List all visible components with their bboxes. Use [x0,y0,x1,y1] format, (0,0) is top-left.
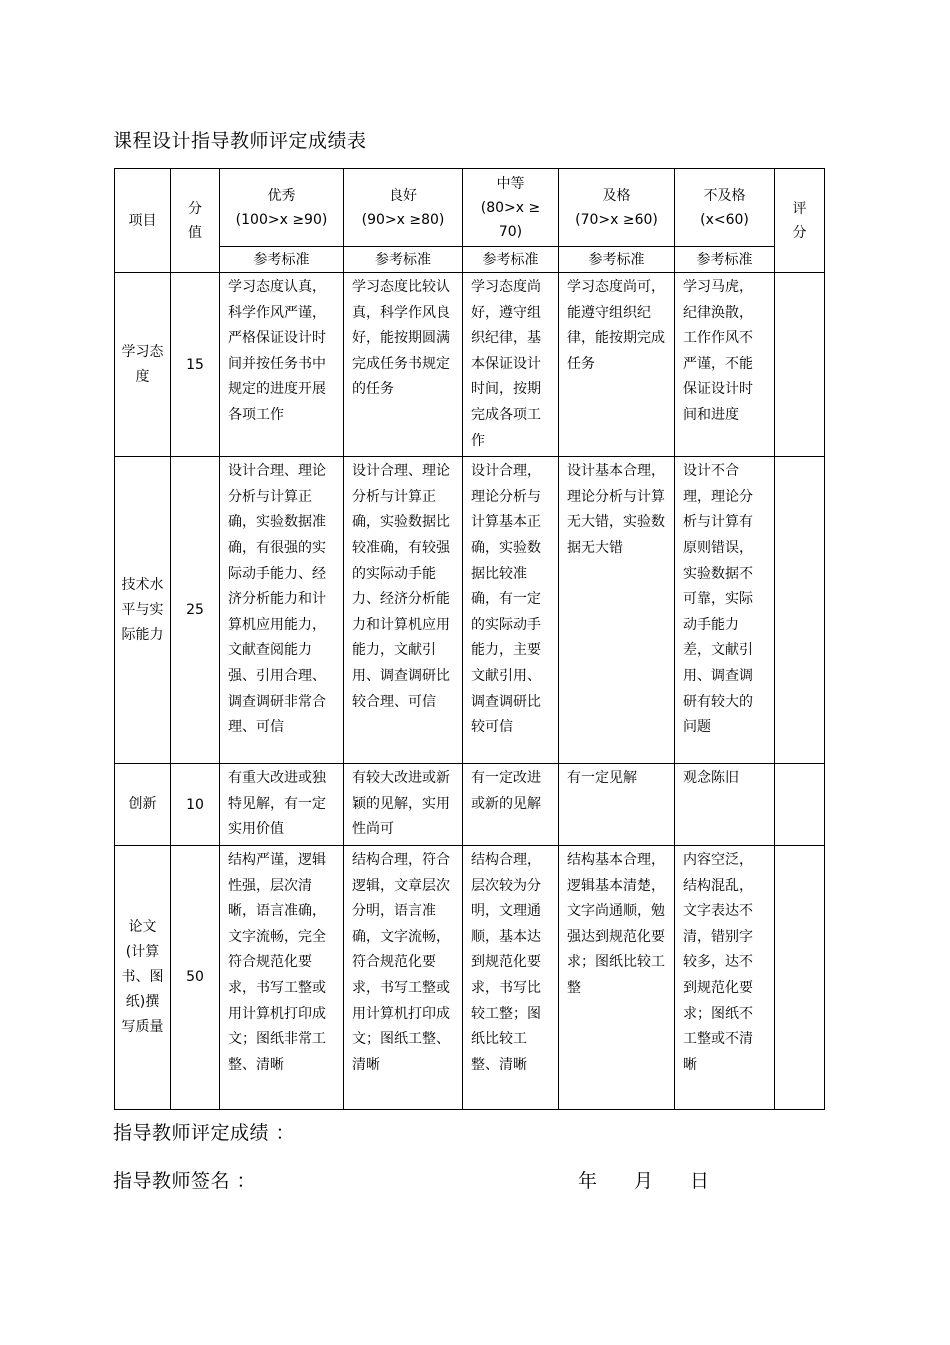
row-score: 50 [171,845,220,1109]
row-item: 学习态度 [115,273,171,457]
rating-cell [775,273,825,457]
table-row [115,764,825,846]
criteria-label: 参考标准 [675,247,775,273]
criteria-cell: 设计不合理，理论分析与计算有原则错误，实验数据不可靠，实际动手能力差，文献引用、调查调研有较大的问题 [675,457,775,764]
criteria-cell: 有重大改进或独特见解，有一定实用价值 [220,764,344,846]
rating-cell [775,845,825,1109]
row-score: 25 [171,457,220,764]
header-level-fail: 不及格 (x<60) [675,169,775,247]
criteria-cell: 设计合理、理论分析与计算正确，实验数据比较准确，有较强的实际动手能力、经济分析能力和计算机应用能力，文献引用、调查调研比较合理、可信 [344,457,463,764]
rating-cell [775,764,825,846]
row-score: 15 [171,273,220,457]
header-row [115,169,825,247]
header-level-excellent: 优秀 (100>x ≥90) [220,169,344,247]
header-item: 项目 [115,169,171,273]
criteria-cell: 观念陈旧 [675,764,775,846]
signature-label: 指导教师签名 ： [113,1170,257,1192]
criteria-cell: 有一定见解 [559,764,675,846]
header-level-pass: 及格 (70>x ≥60) [559,169,675,247]
criteria-label: 参考标准 [344,247,463,273]
header-level-good: 良好 (90>x ≥80) [344,169,463,247]
criteria-cell: 设计合理、理论分析与计算正确，实验数据准确，有很强的实际动手能力、经济分析能力和计算机应用能力，文献查阅能力强、引用合理、调查调研非常合理、可信 [220,457,344,764]
page-title: 课程设计指导教师评定成绩表 [113,130,367,152]
criteria-cell: 结构基本合理，逻辑基本清楚，文字尚通顺，勉强达到规范化要求；图纸比较工整 [559,845,675,1109]
criteria-cell: 有较大改进或新颖的见解，实用性尚可 [344,764,463,846]
row-item: 技术水平与实际能力 [115,457,171,764]
criteria-cell: 结构合理，层次较为分明，文理通顺，基本达到规范化要求，书写比较工整；图纸比较工整、清晰 [463,845,559,1109]
table-row [115,845,825,1109]
grade-table [114,168,825,1110]
header-level-medium: 中等 (80>x ≥ 70) [463,169,559,247]
criteria-label-row [115,247,825,273]
row-item: 论文(计算书、图纸)撰写质量 [115,845,171,1109]
criteria-cell: 设计基本合理，理论分析与计算无大错，实验数据无大错 [559,457,675,764]
criteria-cell: 内容空泛，结构混乱，文字表达不清，错别字较多，达不到规范化要求；图纸不工整或不清晰 [675,845,775,1109]
criteria-label: 参考标准 [220,247,344,273]
criteria-cell: 设计合理，理论分析与计算基本正确，实验数据比较准确，有一定的实际动手能力，主要文献引用、调查调研比较可信 [463,457,559,764]
criteria-cell: 结构合理，符合逻辑，文章层次分明，语言准确，文字流畅，符合规范化要求，书写工整或用计算机打印成文；图纸工整、清晰 [344,845,463,1109]
criteria-cell: 学习马虎，纪律涣散，工作作风不严谨，不能保证设计时间和进度 [675,273,775,457]
criteria-cell: 学习态度尚好，遵守组织纪律，基本保证设计时间，按期完成各项工作 [463,273,559,457]
criteria-cell: 学习态度尚可，能遵守组织纪律，能按期完成任务 [559,273,675,457]
criteria-label: 参考标准 [463,247,559,273]
criteria-cell: 学习态度认真，科学作风严谨，严格保证设计时间并按任务书中规定的进度开展各项工作 [220,273,344,457]
criteria-cell: 有一定改进或新的见解 [463,764,559,846]
row-score: 10 [171,764,220,846]
rating-cell [775,457,825,764]
criteria-label: 参考标准 [559,247,675,273]
date-day: 日 [690,1170,710,1192]
date-month: 月 [634,1170,654,1192]
criteria-cell: 学习态度比较认真，科学作风良好，能按期圆满完成任务书规定的任务 [344,273,463,457]
header-score: 分值 [171,169,220,273]
row-item: 创新 [115,764,171,846]
date-year: 年 [578,1170,598,1192]
criteria-cell: 结构严谨，逻辑性强，层次清晰，语言准确，文字流畅，完全符合规范化要求，书写工整或用计算机打印成文；图纸非常工整、清晰 [220,845,344,1109]
table-row [115,457,825,764]
table-row [115,273,825,457]
grade-label: 指导教师评定成绩 ： [113,1122,296,1144]
header-rating: 评分 [775,169,825,273]
